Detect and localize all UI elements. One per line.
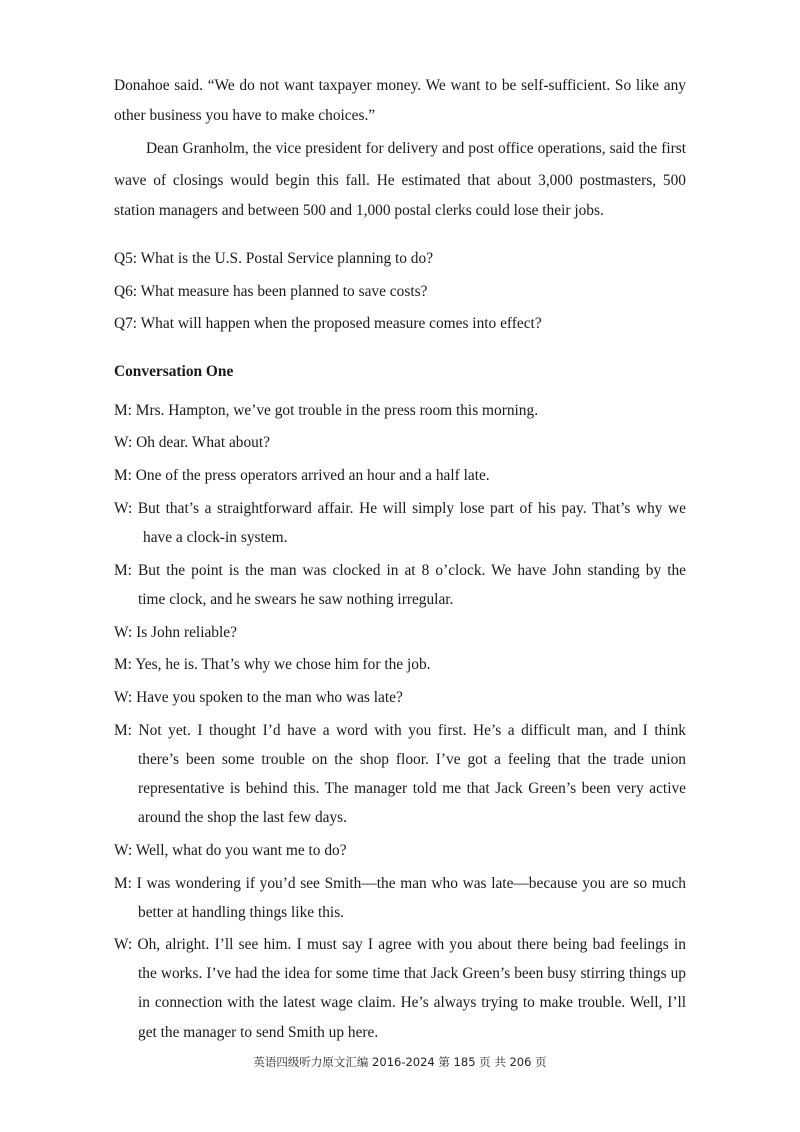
paragraph-line: Dean Granholm, the vice president for delivery and post office operations, said the first <box>146 140 686 157</box>
dialogue-line: representative is behind this. The manager told me that Jack Green’s been very active <box>138 780 686 797</box>
dialogue-line: M: Not yet. I thought I’d have a word with you first. He’s a difficult man, and I think <box>114 722 686 739</box>
page-footer: 英语四级听力原文汇编 2016-2024 第 185 页 共 206 页 <box>253 1055 547 1069</box>
dialogue-line: better at handling things like this. <box>138 904 345 921</box>
paragraph-line: wave of closings would begin this fall. He estimated that about 3,000 postmasters, 500 <box>114 172 686 189</box>
dialogue-line: W: But that’s a straightforward affair. He will simply lose part of his pay. That’s why we <box>114 500 686 517</box>
dialogue-line: M: Yes, he is. That’s why we chose him for the job. <box>114 656 431 673</box>
dialogue-line: the works. I’ve had the idea for some time that Jack Green’s been busy stirring things up <box>138 965 686 982</box>
dialogue-line: time clock, and he swears he saw nothing irregular. <box>138 591 454 608</box>
paragraph-line: station managers and between 500 and 1,000 postal clerks could lose their jobs. <box>114 202 604 219</box>
question-q5: Q5: What is the U.S. Postal Service planning to do? <box>114 250 434 267</box>
dialogue-line: M: One of the press operators arrived an hour and a half late. <box>114 467 490 484</box>
dialogue-line: M: But the point is the man was clocked in at 8 o’clock. We have John standing by the <box>114 562 686 579</box>
dialogue-line: in connection with the latest wage claim. He’s always trying to make trouble. Well, I’ll <box>138 994 686 1011</box>
question-q7: Q7: What will happen when the proposed measure comes into effect? <box>114 315 542 332</box>
dialogue-line: W: Is John reliable? <box>114 624 237 641</box>
dialogue-line: have a clock-in system. <box>143 529 288 546</box>
dialogue-line: W: Oh, alright. I’ll see him. I must say I agree with you about there being bad feelings in <box>114 936 686 953</box>
dialogue-line: W: Well, what do you want me to do? <box>114 842 347 859</box>
dialogue-line: W: Have you spoken to the man who was late? <box>114 689 403 706</box>
dialogue-line: M: Mrs. Hampton, we’ve got trouble in the press room this morning. <box>114 402 539 419</box>
dialogue-line: around the shop the last few days. <box>138 809 348 826</box>
section-title: Conversation One <box>114 363 234 380</box>
paragraph-line: Donahoe said. “We do not want taxpayer money. We want to be self-sufficient. So like any <box>114 77 686 94</box>
dialogue-line: W: Oh dear. What about? <box>114 434 270 451</box>
question-q6: Q6: What measure has been planned to save costs? <box>114 283 428 300</box>
dialogue-line: get the manager to send Smith up here. <box>138 1024 379 1041</box>
paragraph-line: other business you have to make choices.” <box>114 107 376 124</box>
dialogue-line: M: I was wondering if you’d see Smith—the man who was late—because you are so much <box>114 875 686 892</box>
dialogue-line: there’s been some trouble on the shop floor. I’ve got a feeling that the trade union <box>138 751 686 768</box>
